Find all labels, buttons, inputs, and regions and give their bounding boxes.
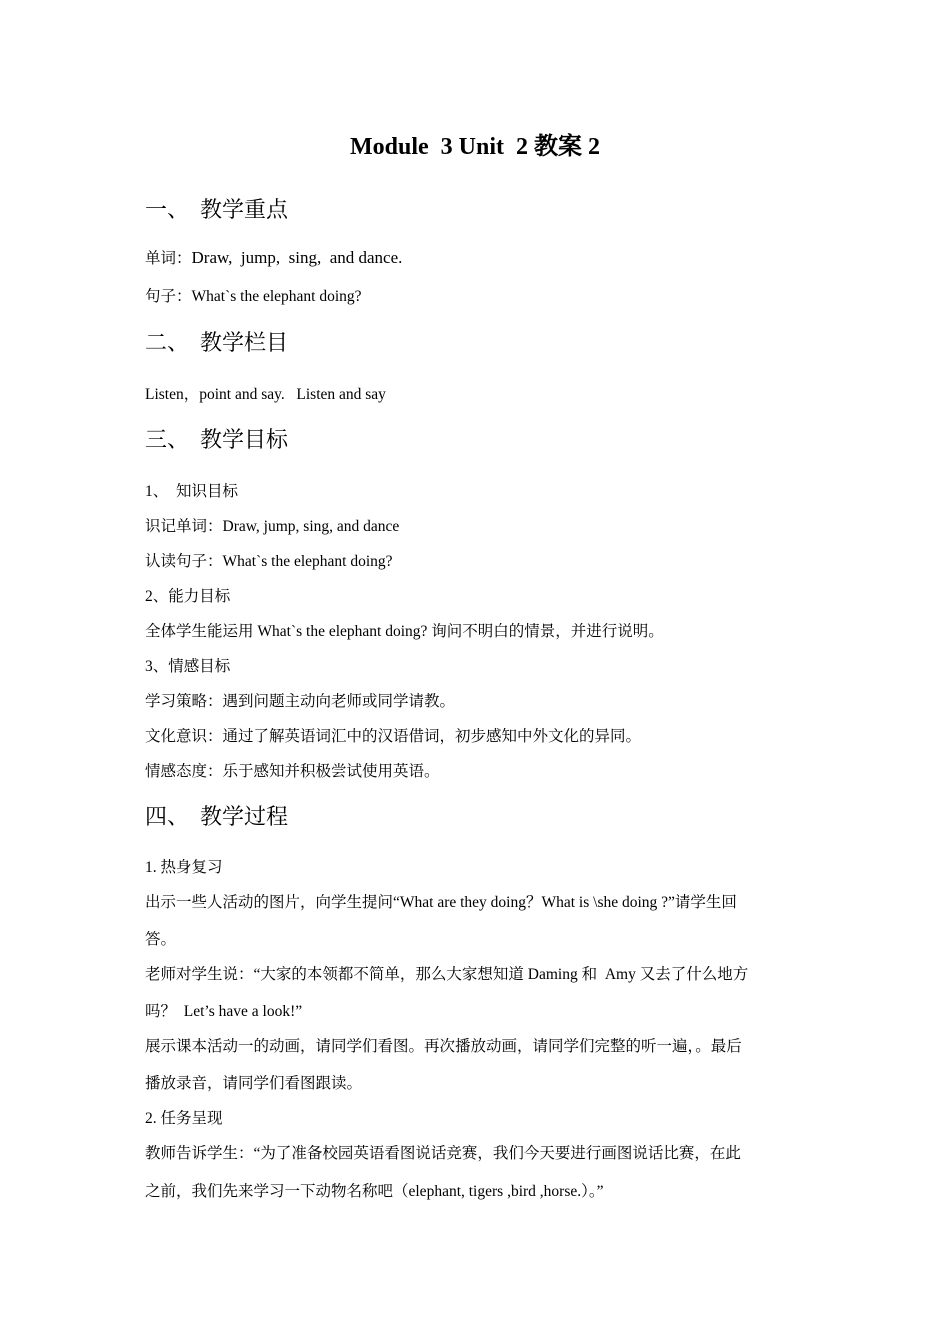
goal-strategy-line: 学习策略：遇到问题主动向老师或同学请教。 <box>145 693 456 710</box>
vocab-line <box>145 246 402 268</box>
goal-ability-heading: 2、能力目标 <box>145 588 231 605</box>
vocab-words: Draw, jump, sing, and dance. <box>191 248 403 267</box>
goal-sentence-line: 认读句子：What`s the elephant doing? <box>145 553 393 570</box>
process-line: 展示课本活动一的动画，请同学们看图。再次播放动画，请同学们完整的听一遍，。最后 <box>145 1038 742 1055</box>
sentence-line: 句子：What`s the elephant doing? <box>145 288 362 305</box>
column-line: Listen，point and say. Listen and say <box>145 386 386 403</box>
goal-emotion-heading: 3、情感目标 <box>145 658 231 675</box>
process-task-heading: 2. 任务呈现 <box>145 1110 223 1127</box>
section-heading-3: 三、 教学目标 <box>145 427 289 452</box>
goal-culture-line: 文化意识：通过了解英语词汇中的汉语借词，初步感知中外文化的异同。 <box>145 728 642 745</box>
process-line: 老师对学生说：“大家的本领都不简单，那么大家想知道 Daming 和 Amy 又去了什么地方 <box>145 966 749 983</box>
goal-vocab-line: 识记单词：Draw, jump, sing, and dance <box>145 518 400 535</box>
section-heading-4: 四、 教学过程 <box>145 804 289 829</box>
process-line: 播放录音，请同学们看图跟读。 <box>145 1075 363 1092</box>
process-line: 答。 <box>145 931 177 948</box>
process-warmup-heading: 1. 热身复习 <box>145 859 223 876</box>
section-heading-1: 一、 教学重点 <box>145 197 289 222</box>
process-line: 教师告诉学生：“为了准备校园英语看图说话竞赛，我们今天要进行画图说话比赛，在此 <box>145 1145 741 1162</box>
process-line: 之前，我们先来学习一下动物名称吧（elephant, tigers ,bird ,horse.）。” <box>145 1183 604 1200</box>
goal-ability-line: 全体学生能运用 What`s the elephant doing? 询问不明白的情景，并进行说明。 <box>145 623 664 640</box>
goal-attitude-line: 情感态度：乐于感知并积极尝试使用英语。 <box>145 763 440 780</box>
vocab-label: 单词： <box>145 250 192 267</box>
process-line: 吗？ Let’s have a look!” <box>145 1003 303 1020</box>
process-line: 出示一些人活动的图片，向学生提问“What are they doing？What is \she doing ?”请学生回 <box>145 894 737 911</box>
goal-knowledge-heading: 1、 知识目标 <box>145 483 239 500</box>
document-title: Module 3 Unit 2 教案 2 <box>349 134 600 160</box>
section-heading-2: 二、 教学栏目 <box>145 330 289 355</box>
